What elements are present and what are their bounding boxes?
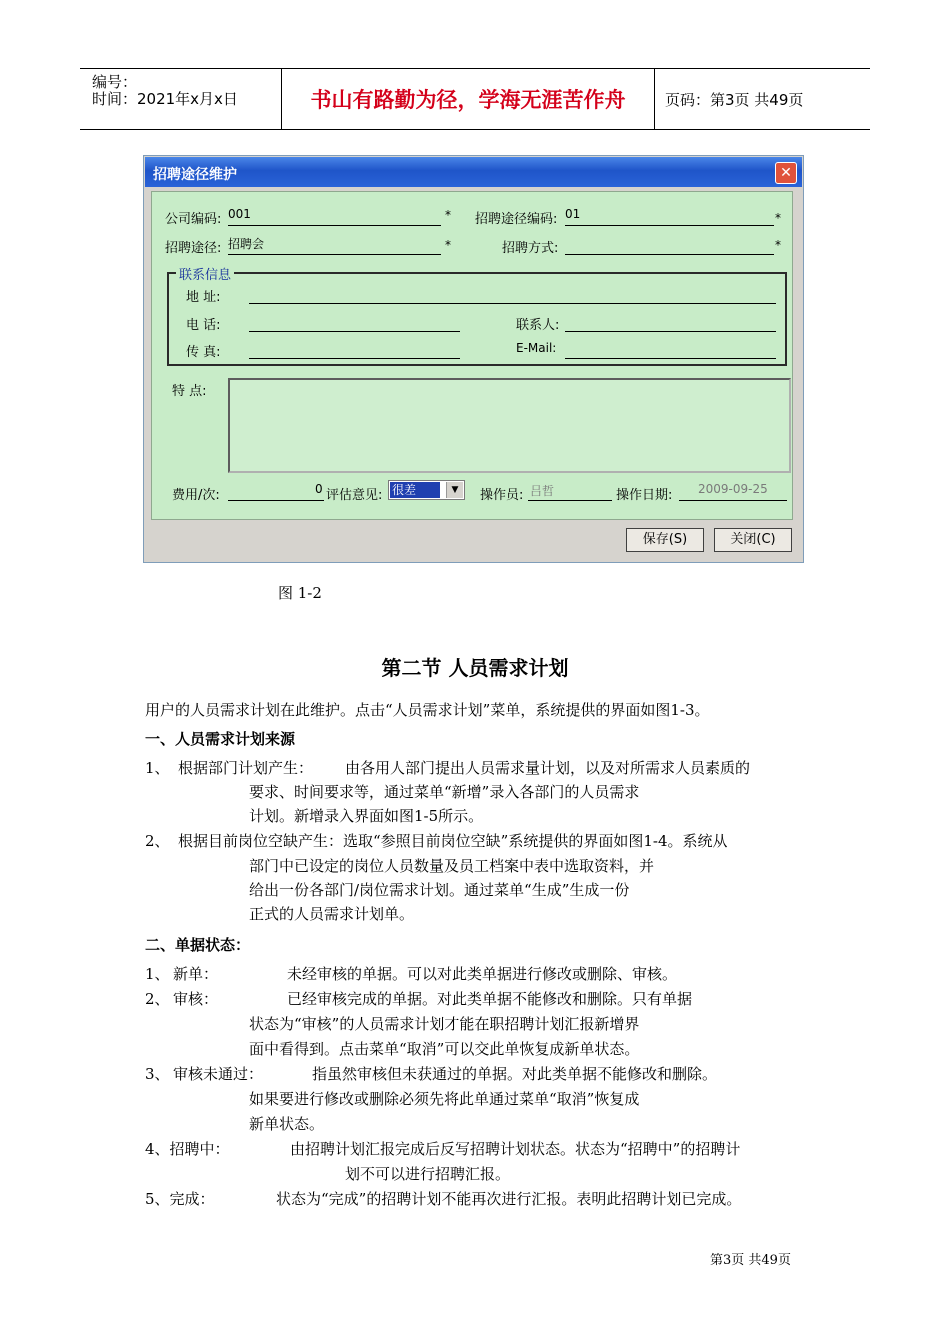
item-number: 2、 [145,990,170,1008]
item-heading: 5、完成： [145,1190,215,1208]
operator-label: 操作员: [480,488,524,503]
item-heading: 审核： [173,990,219,1008]
contact-person-field[interactable] [565,331,776,332]
op-date-value: 2009-09-25 [698,482,768,496]
item-text: 划不可以进行招聘汇报。 [345,1165,511,1183]
phone-field[interactable] [249,331,460,332]
item-number: 1、 [145,965,170,983]
eval-select[interactable] [388,480,465,500]
page-footer: 第3页 共49页 [710,1253,791,1268]
company-code-field[interactable] [228,225,441,226]
operator-field [528,500,612,501]
item-heading: 4、招聘中： [145,1140,230,1158]
page-header [80,68,870,130]
item-text: 已经审核完成的单据。对此类单据不能修改和删除。只有单据 [287,990,693,1008]
item-text: 部门中已设定的岗位人员数量及员工档案中表中选取资料，并 [249,857,655,875]
required-mark: * [445,208,451,222]
channel-code-label: 招聘途径编码: [475,212,558,227]
item-number: 1、 [145,759,170,777]
item-number: 3、 [145,1065,170,1083]
doc-number: 编号： [92,73,138,91]
address-label: 地 址: [186,290,221,305]
close-icon[interactable]: ✕ [775,162,797,184]
features-label: 特 点: [172,384,207,399]
cost-field[interactable] [228,500,324,501]
channel-field[interactable] [228,254,441,255]
header-meta [80,69,280,129]
item-text: 未经审核的单据。可以对此类单据进行修改或删除、审核。 [287,965,678,983]
item-text: 如果要进行修改或删除必须先将此单通过菜单“取消”恢复成 [249,1090,640,1108]
address-field[interactable] [249,303,776,304]
item-number: 2、 [145,832,170,850]
item-text: 给出一份各部门/岗位需求计划。通过菜单“生成”生成一份 [249,881,630,899]
item-text: 由各用人部门提出人员需求量计划，以及对所需求人员素质的 [345,759,751,777]
section-title: 第二节 人员需求计划 [381,656,569,680]
fax-label: 传 真: [186,345,221,360]
item-text: 状态为“完成”的招聘计划不能再次进行汇报。表明此招聘计划已完成。 [276,1190,742,1208]
cost-value: 0 [315,482,323,496]
heading-plan-source: 一、人员需求计划来源 [145,730,296,748]
features-textarea[interactable] [228,378,791,473]
header-motto: 书山有路勤为径，学海无涯苦作舟 [281,69,655,129]
item-text: 面中看得到。点击菜单“取消”可以交此单恢复成新单状态。 [249,1040,640,1058]
phone-label: 电 话: [186,318,221,333]
cost-label: 费用/次: [172,488,220,503]
item-text: 状态为“审核”的人员需求计划才能在职招聘计划汇报新增界 [249,1015,640,1033]
item-text: 新单状态。 [249,1115,325,1133]
intro-paragraph: 用户的人员需求计划在此维护。点击“人员需求计划”菜单，系统提供的界面如图1-3。 [145,701,710,719]
email-field[interactable] [565,358,776,359]
item-text: 由招聘计划汇报完成后反写招聘计划状态。状态为“招聘中”的招聘计 [290,1140,741,1158]
header-page-number: 页码：第3页 共49页 [665,90,804,109]
company-code-value: 001 [228,207,251,221]
doc-date: 时间：2021年x月x日 [92,90,238,108]
required-mark: * [775,211,781,225]
operator-value: 吕哲 [530,484,555,498]
eval-label: 评估意见: [326,488,383,503]
heading-doc-status: 二、单据状态： [145,936,251,954]
dialog-title: 招聘途径维护 [153,167,237,183]
item-text: 根据目前岗位空缺产生：选取“参照目前岗位空缺”系统提供的界面如图1-4。系统从 [178,832,728,850]
channel-code-value: 01 [565,207,581,221]
op-date-label: 操作日期: [616,488,673,503]
email-label: E-Mail: [516,341,557,355]
chevron-down-icon[interactable]: ▼ [446,482,463,498]
dialog-titlebar [145,157,802,187]
item-heading: 新单： [173,965,219,983]
channel-label: 招聘途径: [165,241,222,256]
contact-person-label: 联系人: [516,318,560,333]
item-heading: 审核未通过： [173,1065,264,1083]
method-label: 招聘方式: [502,241,559,256]
fax-field[interactable] [249,358,460,359]
method-field[interactable] [565,254,774,255]
required-mark: * [775,238,781,252]
item-text: 计划。新增录入界面如图1-5所示。 [249,807,484,825]
contact-info-group [167,268,787,366]
close-button[interactable]: 关闭(C) [714,528,792,552]
op-date-field [679,500,787,501]
form-panel [151,191,793,520]
eval-selected-value: 很差 [390,482,440,498]
contact-group-title: 联系信息 [176,264,234,283]
item-text: 正式的人员需求计划单。 [249,905,415,923]
recruit-channel-dialog [143,155,804,563]
item-text: 指虽然审核但未获通过的单据。对此类单据不能修改和删除。 [312,1065,718,1083]
channel-value: 招聘会 [228,237,265,251]
channel-code-field[interactable] [565,225,774,226]
required-mark: * [445,238,451,252]
save-button[interactable]: 保存(S) [626,528,704,552]
figure-caption: 图 1-2 [278,584,322,602]
item-text: 要求、时间要求等，通过菜单“新增”录入各部门的人员需求 [249,783,640,801]
company-code-label: 公司编码: [165,212,222,227]
item-heading: 根据部门计划产生： [178,759,314,777]
